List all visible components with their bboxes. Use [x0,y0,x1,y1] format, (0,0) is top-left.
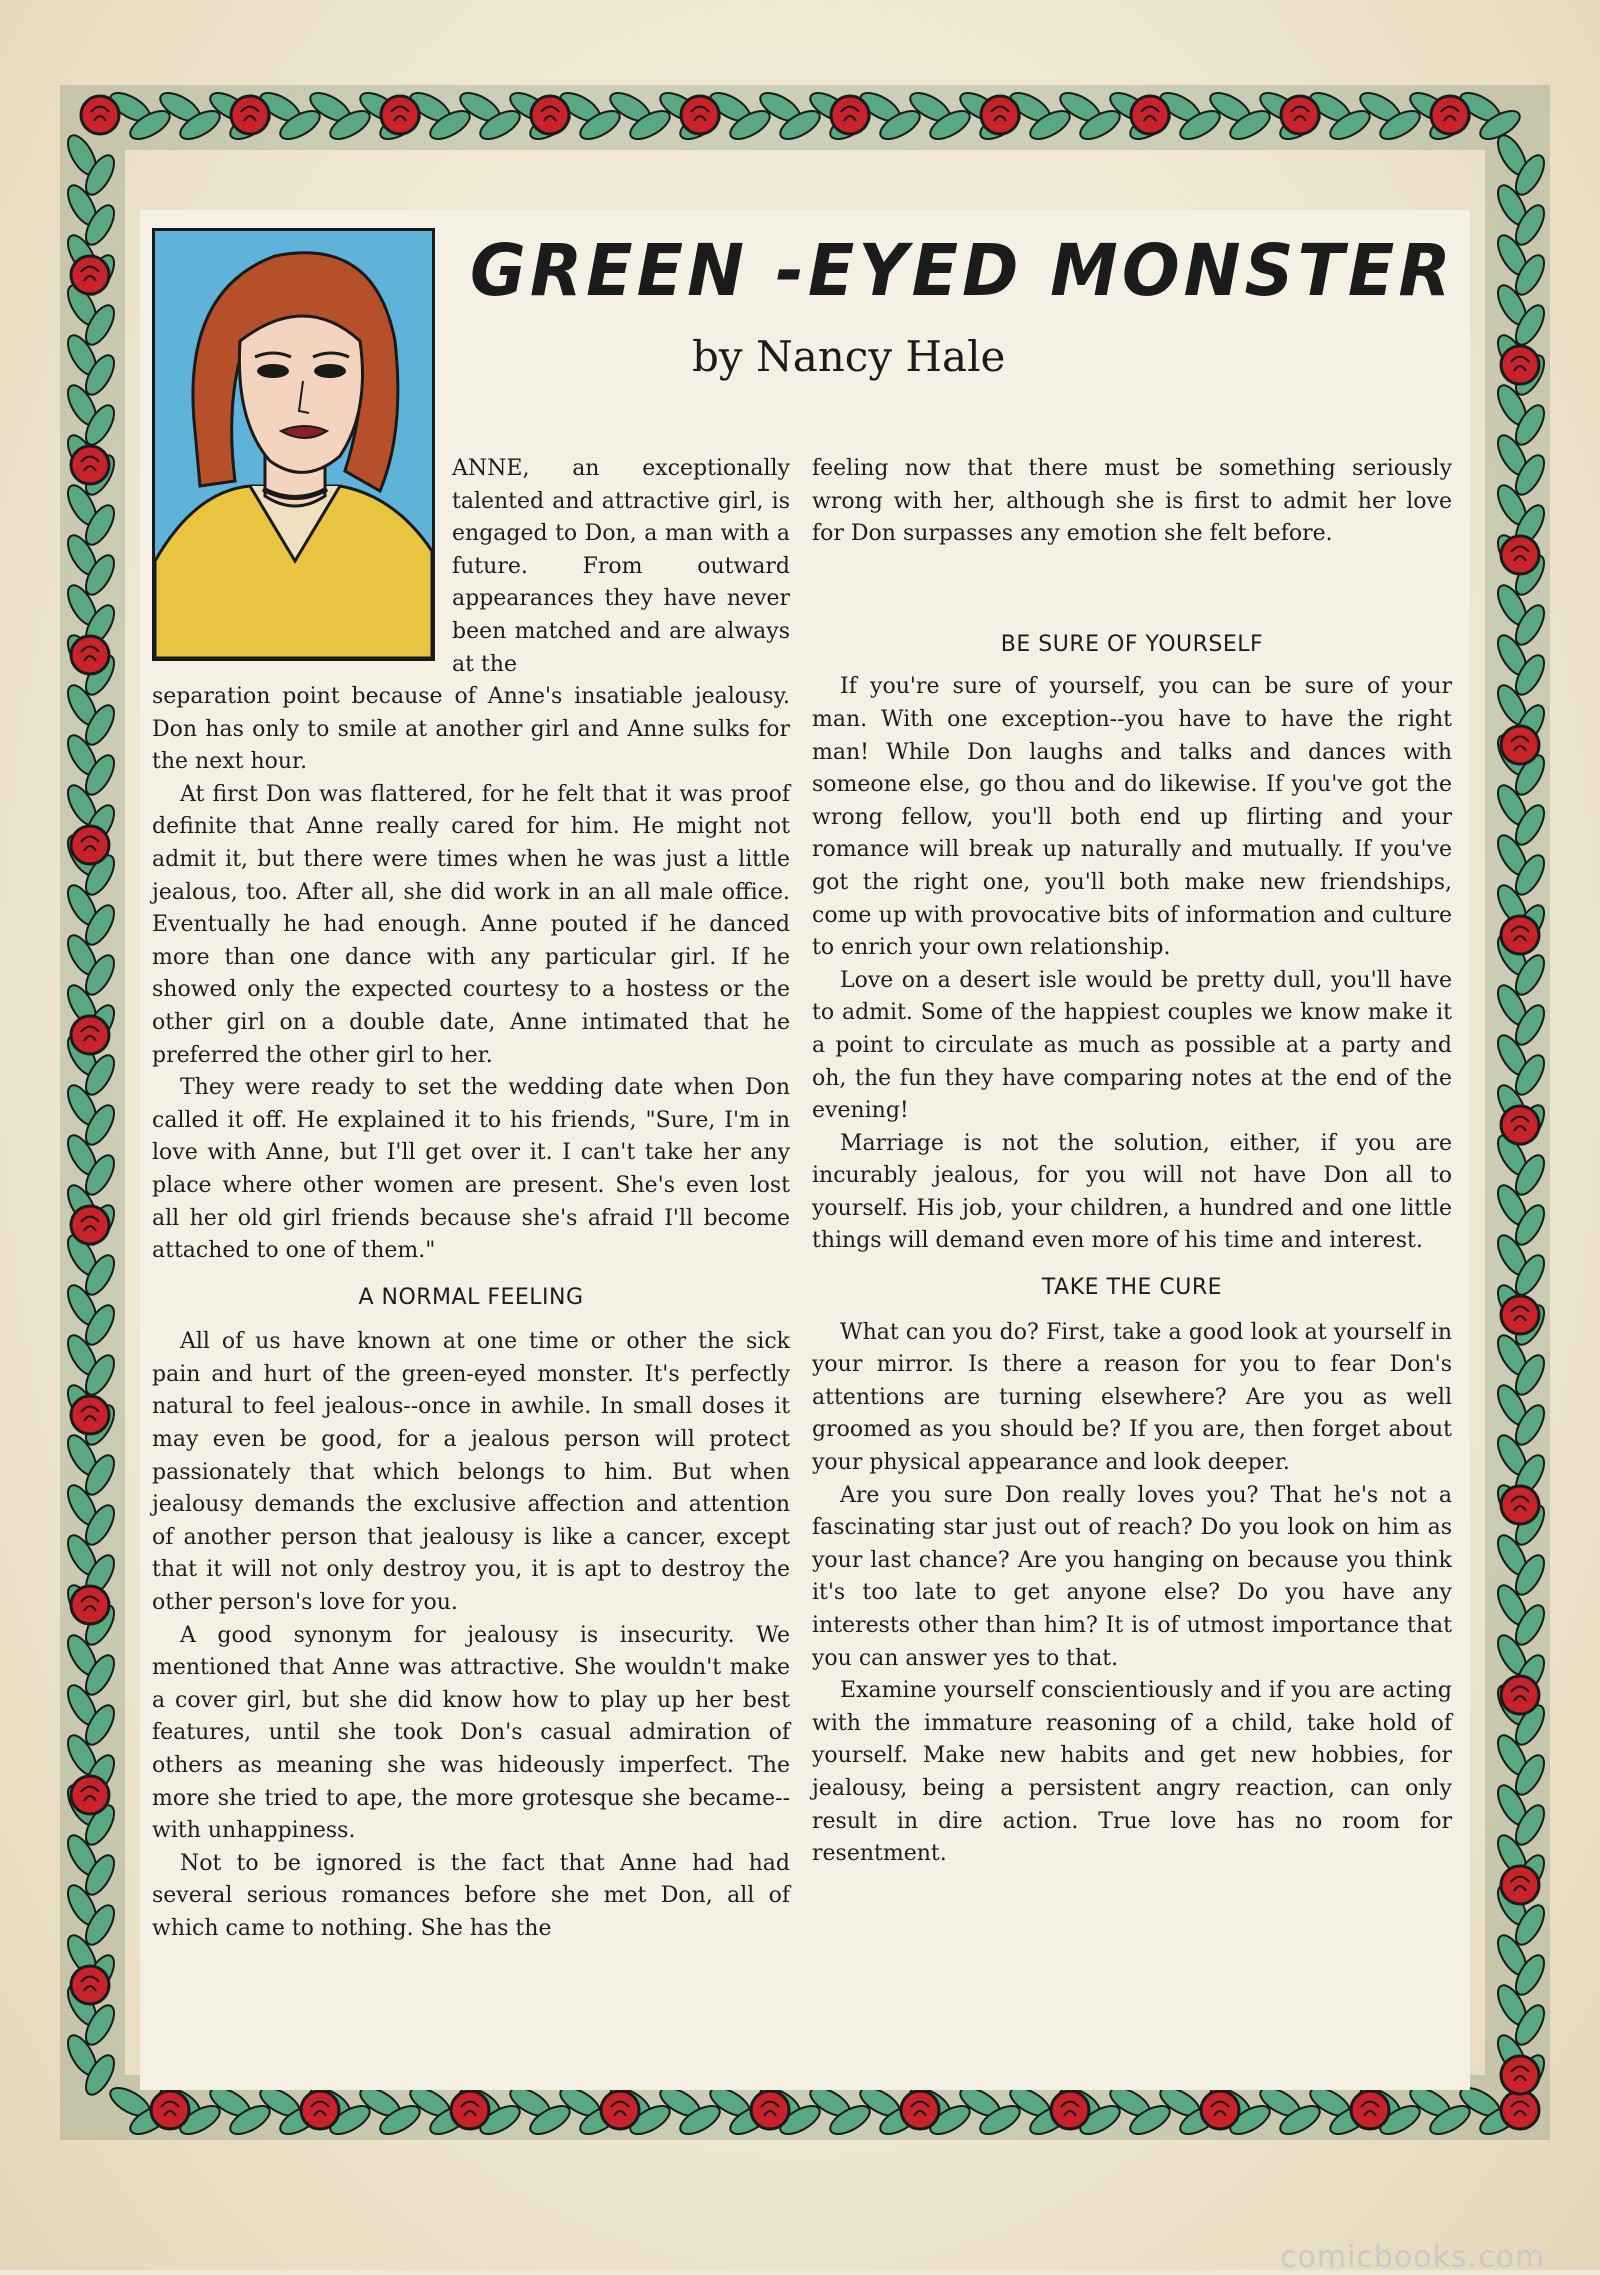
left-column [152,681,790,1946]
paragraph: If you're sure of yourself, you can be sure of your man. With one exception--you have to have the right man! While Don laughs and talks and dances with someone else, go thou and do likewise. If you've got the wrong fellow, you'll both end up flirting and your romance will break up naturally and mutually. If you've got the right one, you'll both make new friendships, come up with provocative bits of information and culture to enrich your own relationship. [812,674,1452,961]
story-byline: by Nancy Hale [692,332,1006,381]
paragraph: feeling now that there must be something seriously wrong with her, although she is first to admit her love for Don surpasses any emotion she felt before. [812,456,1452,547]
watermark: comicbooks.com [1280,2240,1546,2275]
intro-paragraph-top [452,453,790,681]
section-heading-take-the-cure: TAKE THE CURE [1041,1275,1223,1301]
intro-text-continued: separation point because of Anne's insatiable jealousy. Don has only to smile at another girl and Anne sulks for the next hour. [152,684,790,775]
paragraph: Marriage is not the solution, either, if you are incurably jealous, for you will not have Don all to yourself. His job, your children, a hundred and one little things will demand even more of his time and interest. [812,1130,1452,1254]
paragraph: A good synonym for jealousy is insecurity. We mentioned that Anne was attractive. She wouldn't make a cover girl, but she did know how to play up her best features, until she took Don's casual admiration of others as meaning she was hideously imperfect. The more she tried to ape, the more grotesque she became--with unhappiness. [152,1622,790,1844]
paragraph: Love on a desert isle would be pretty dull, you'll have to admit. Some of the happiest couples we know make it a point to circulate as much as possible at a party and oh, the fun they have comparing notes at the end of the evening! [812,967,1452,1124]
paragraph: At first Don was flattered, for he felt that it was proof definite that Anne really cared for him. He might not admit it, but there were times when he was just a little jealous, too. After all, she did work in an all male office. Eventually he had enough. Anne pouted if he danced more than one dance with any particular girl. If he showed only the expected courtesy to a hostess or the other girl on a double date, Anne intimated that he preferred the other girl to her. [152,781,790,1068]
portrait-illustration [152,228,435,661]
paragraph: All of us have known at one time or other the sick pain and hurt of the green-eyed monster. It's perfectly natural to feel jealous--once in awhile. In small doses it may even be good, for a jealous person will protect passionately that which belongs to him. But when jealousy demands the exclusive affection and attention of another person that jealousy is like a cancer, except that it will not only destroy you, it is apt to destroy the other person's love for you. [152,1329,790,1616]
section-heading-be-sure: BE SURE OF YOURSELF [1000,631,1264,657]
paragraph: Are you sure Don really loves you? That he's not a fascinating star just out of reach? Do you look on him as your last chance? Are you hanging on because you think it's too late to get anyone else? Do you have any interests other than him? It is of utmost importance that you can answer yes to that. [812,1482,1452,1671]
paragraph: They were ready to set the wedding date when Don called it off. He explained it to his friends, "Sure, I'm in love with Anne, but I'll get over it. I can't take her any place where other women are present. She's even lost all her old girl friends because she's afraid I'll become attached to one of them." [152,1075,790,1264]
paragraph: What can you do? First, take a good look at yourself in your mirror. Is there a reason for you to fear Don's attentions are turning elsewhere? Are you as well groomed as you should be? If you are, then forget about your physical appearance and look deeper. [812,1319,1452,1476]
intro-text-top: ANNE, an exceptionally talented and attractive girl, is engaged to Don, a man with a future. From outward appearances they have never been matched and are always at the [452,456,790,677]
story-title: GREEN -EYED MONSTER [470,230,1455,313]
right-column [812,453,1452,1871]
paragraph: Not to be ignored is the fact that Anne had had several serious romances before she met Don, all of which came to nothing. She has the [152,1850,790,1941]
paragraph: Examine yourself conscientiously and if you are acting with the immature reasoning of a child, take hold of yourself. Make new habits and get new hobbies, for jealousy, being a persistent angry reaction, can only result in dire action. True love has no room for resentment. [812,1678,1452,1867]
section-heading-normal-feeling: A NORMAL FEELING [358,1284,584,1310]
